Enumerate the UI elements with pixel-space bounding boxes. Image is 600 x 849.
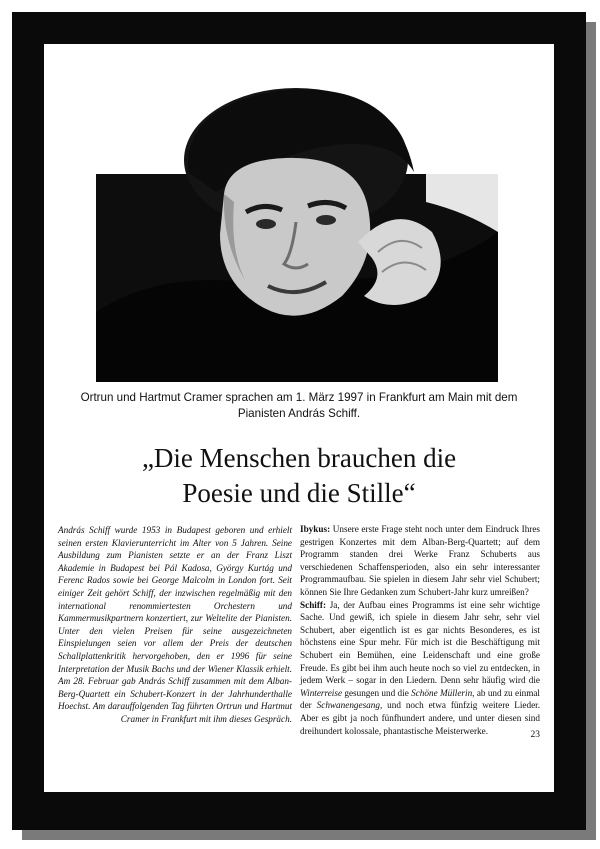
article-headline	[64, 441, 534, 511]
interview-column	[300, 523, 540, 737]
portrait-photo	[96, 82, 498, 382]
headline-line-1: „Die Menschen brauchen die	[141, 443, 457, 473]
title-winterreise: Winterreise	[300, 687, 343, 698]
document-page	[44, 44, 554, 792]
title-schwanengesang: Schwanengesang	[316, 700, 380, 711]
page-number: 23	[530, 730, 540, 740]
speaker-ibykus: Ibykus:	[300, 524, 331, 534]
interview-answer	[300, 599, 540, 738]
question-text: Unsere erste Frage steht noch unter dem Eindruck Ihres gestrigen Konzertes mit dem Alban-Berg-Quartett; auf dem Programm standen drei Werke Franz Schuberts aus verschiedenen Schaffensperioden, also ein sehr interessanter Programmaufbau. Sie spielen in diesem Jahr sehr viel Schubert; können Sie Ihre Gedanken zum Schubert-Jahr kurz umreißen?	[300, 524, 540, 597]
answer-text-part-4: , und noch etwa fünfzig weitere Lieder. Aber es gibt ja noch fünfhundert andere, und unter diesen sind dreihundert kolossale, phantastische Meisterwerke.	[300, 700, 541, 736]
intro-paragraph: András Schiff wurde 1953 in Budapest geboren und erhielt seinen ersten Klavierunterricht im Alter von 5 Jahren. Seine Ausbildung zum Pianisten setzte er an der Franz Liszt Akademie in Budapest bei Pál Kadosa, György Kurtág und Ferenc Rados sowie bei George Malcolm in London fort. Seit einiger Zeit gehört Schiff, der inzwischen regelmäßig mit den international renommiertesten Orchestern und Kammermusikpartnern konzertiert, zur Weltelite der Pianisten. Unter den vielen Preisen für seine ausgezeichneten Einspielungen seien vor allem der Preis der deutschen Schallplattenkritik hervorgehoben, den er 1996 für seine Interpretation der Musik Bachs und der Wiener Klassik erhielt. Am 28. Februar gab András Schiff zusammen mit dem Alban-Berg-Quartett ein Schubert-Konzert in der Jahrhunderthalle Hoechst. Am darauffolgenden Tag führten Ortrun und Hartmut Cramer in Frankfurt mit ihm dieses Gespräch.	[58, 525, 292, 724]
answer-text-part-3: , ab und zu einmal der	[300, 687, 540, 711]
headline-line-2: Poesie und die Stille“	[182, 478, 416, 508]
answer-text-part-2: gesungen und die	[342, 687, 412, 698]
title-schoene-muellerin: Schöne Müllerin	[411, 687, 473, 698]
photo-caption: Ortrun und Hartmut Cramer sprachen am 1. März 1997 in Frankfurt am Main mit dem Pianisten András Schiff.	[80, 391, 518, 420]
answer-text-part-1: Ja, der Aufbau eines Programms ist eine sehr wichtige Sache. Und gewiß, ich spiele in diesem Jahr sehr, sehr viel Schubert, aber eigentlich ist es gar nichts Besonderes, es ist höchstens eine Spur mehr. Für mich ist die Beschäftigung mit Schubert ein Bemühen, eine Leidenschaft und eine große Freude. Es gibt bei ihm auch heute noch so viel zu entdecken, in jedem Werk – sogar in den Liedern. Denn sehr häufig wird die	[300, 599, 540, 686]
speaker-schiff: Schiff:	[300, 599, 327, 610]
interview-question	[300, 523, 540, 599]
